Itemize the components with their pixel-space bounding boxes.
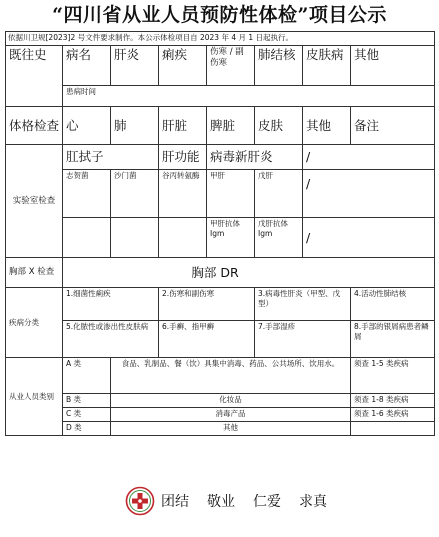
empty-cell xyxy=(159,218,207,258)
physical-exam-item: 备注 xyxy=(351,107,435,145)
worker-class-desc: 食品、乳制品、餐（饮）具集中消毒、药品、公共场所、饮用水。 xyxy=(111,358,351,394)
worker-class-desc: 化妆品 xyxy=(111,394,351,408)
worker-class-req: 须查 1-5 类疾病 xyxy=(351,358,435,394)
history-item: 皮肤病 xyxy=(303,46,351,86)
slogan-word: 敬业 xyxy=(207,494,235,510)
hev-igm-label: 戊肝抗体 Igm xyxy=(255,218,303,258)
physical-exam-item: 肺 xyxy=(111,107,159,145)
disease-class-label: 疾病分类 xyxy=(6,288,63,358)
hav-igm-label: 甲肝抗体 Igm xyxy=(207,218,255,258)
slogan xyxy=(161,491,345,511)
disease-class-item: 6.手癣、指甲癣 xyxy=(159,321,255,358)
xray-value: 胸部 DR xyxy=(63,258,435,288)
history-item: 肝炎 xyxy=(111,46,159,86)
worker-class-desc: 消毒产品 xyxy=(111,408,351,422)
shigella-label: 志贺菌 xyxy=(63,170,111,218)
exam-items-table xyxy=(5,31,435,436)
physical-exam-item: 心 xyxy=(63,107,111,145)
worker-class-desc: 其他 xyxy=(111,422,351,436)
lab-tests-label: 实验室检查 xyxy=(6,145,63,258)
history-item: 病名 xyxy=(63,46,111,86)
history-item: 肺结核 xyxy=(255,46,303,86)
history-label: 既往史 xyxy=(6,46,63,107)
empty-cell xyxy=(111,218,159,258)
slogan-word: 团结 xyxy=(161,494,189,510)
disease-class-item: 3.病毒性肝炎（甲型、戊型） xyxy=(255,288,351,321)
disease-class-item: 4.活动性肺结核 xyxy=(351,288,435,321)
liver-function-label: 肝功能 xyxy=(159,145,207,170)
health-emblem-icon xyxy=(125,486,155,516)
empty-cell xyxy=(63,218,111,258)
result-slash: / xyxy=(303,145,435,170)
worker-class-code: C 类 xyxy=(63,408,111,422)
physical-exam-item: 脾脏 xyxy=(207,107,255,145)
worker-class-req: 须查 1-6 类疾病 xyxy=(351,408,435,422)
notice-line: 依据川卫规[2023]2 号文件要求制作。本公示体检项目自 2023 年 4 月 1 日起执行。 xyxy=(6,32,435,46)
worker-class-req xyxy=(351,422,435,436)
alt-label: 谷丙转氨酶 xyxy=(159,170,207,218)
slogan-word: 仁爱 xyxy=(253,494,281,510)
result-slash: / xyxy=(303,170,435,218)
worker-class-code: D 类 xyxy=(63,422,111,436)
page-title: “四川省从业人员预防性体检”项目公示 xyxy=(52,4,387,26)
worker-class-label: 从业人员类别 xyxy=(6,358,63,436)
result-slash: / xyxy=(303,218,435,258)
history-item: 其他 xyxy=(351,46,435,86)
hav-label: 甲肝 xyxy=(207,170,255,218)
worker-class-req: 须查 1-8 类疾病 xyxy=(351,394,435,408)
anal-swab-label: 肛拭子 xyxy=(63,145,159,170)
onset-time-label: 患病时间 xyxy=(63,86,435,107)
history-item: 伤寒 / 副伤寒 xyxy=(207,46,255,86)
physical-exam-item: 其他 xyxy=(303,107,351,145)
disease-class-item: 5.化脓性或渗出性皮肤病 xyxy=(63,321,159,358)
history-item: 痢疾 xyxy=(159,46,207,86)
disease-class-item: 1.细菌性痢疾 xyxy=(63,288,159,321)
disease-class-item: 2.伤寒和副伤寒 xyxy=(159,288,255,321)
disease-class-item: 8.手部的银屑病患者鳞屑 xyxy=(351,321,435,358)
slogan-word: 求真 xyxy=(299,494,327,510)
worker-class-code: B 类 xyxy=(63,394,111,408)
physical-exam-item: 肝脏 xyxy=(159,107,207,145)
physical-exam-item: 皮肤 xyxy=(255,107,303,145)
worker-class-code: A 类 xyxy=(63,358,111,394)
virus-hepatitis-label: 病毒新肝炎 xyxy=(207,145,303,170)
footer xyxy=(125,486,345,516)
hev-label: 戊肝 xyxy=(255,170,303,218)
physical-exam-label: 体格检查 xyxy=(6,107,63,145)
salmonella-label: 沙门菌 xyxy=(111,170,159,218)
disease-class-item: 7.手部湿疹 xyxy=(255,321,351,358)
xray-label: 胸部 X 检查 xyxy=(6,258,63,288)
